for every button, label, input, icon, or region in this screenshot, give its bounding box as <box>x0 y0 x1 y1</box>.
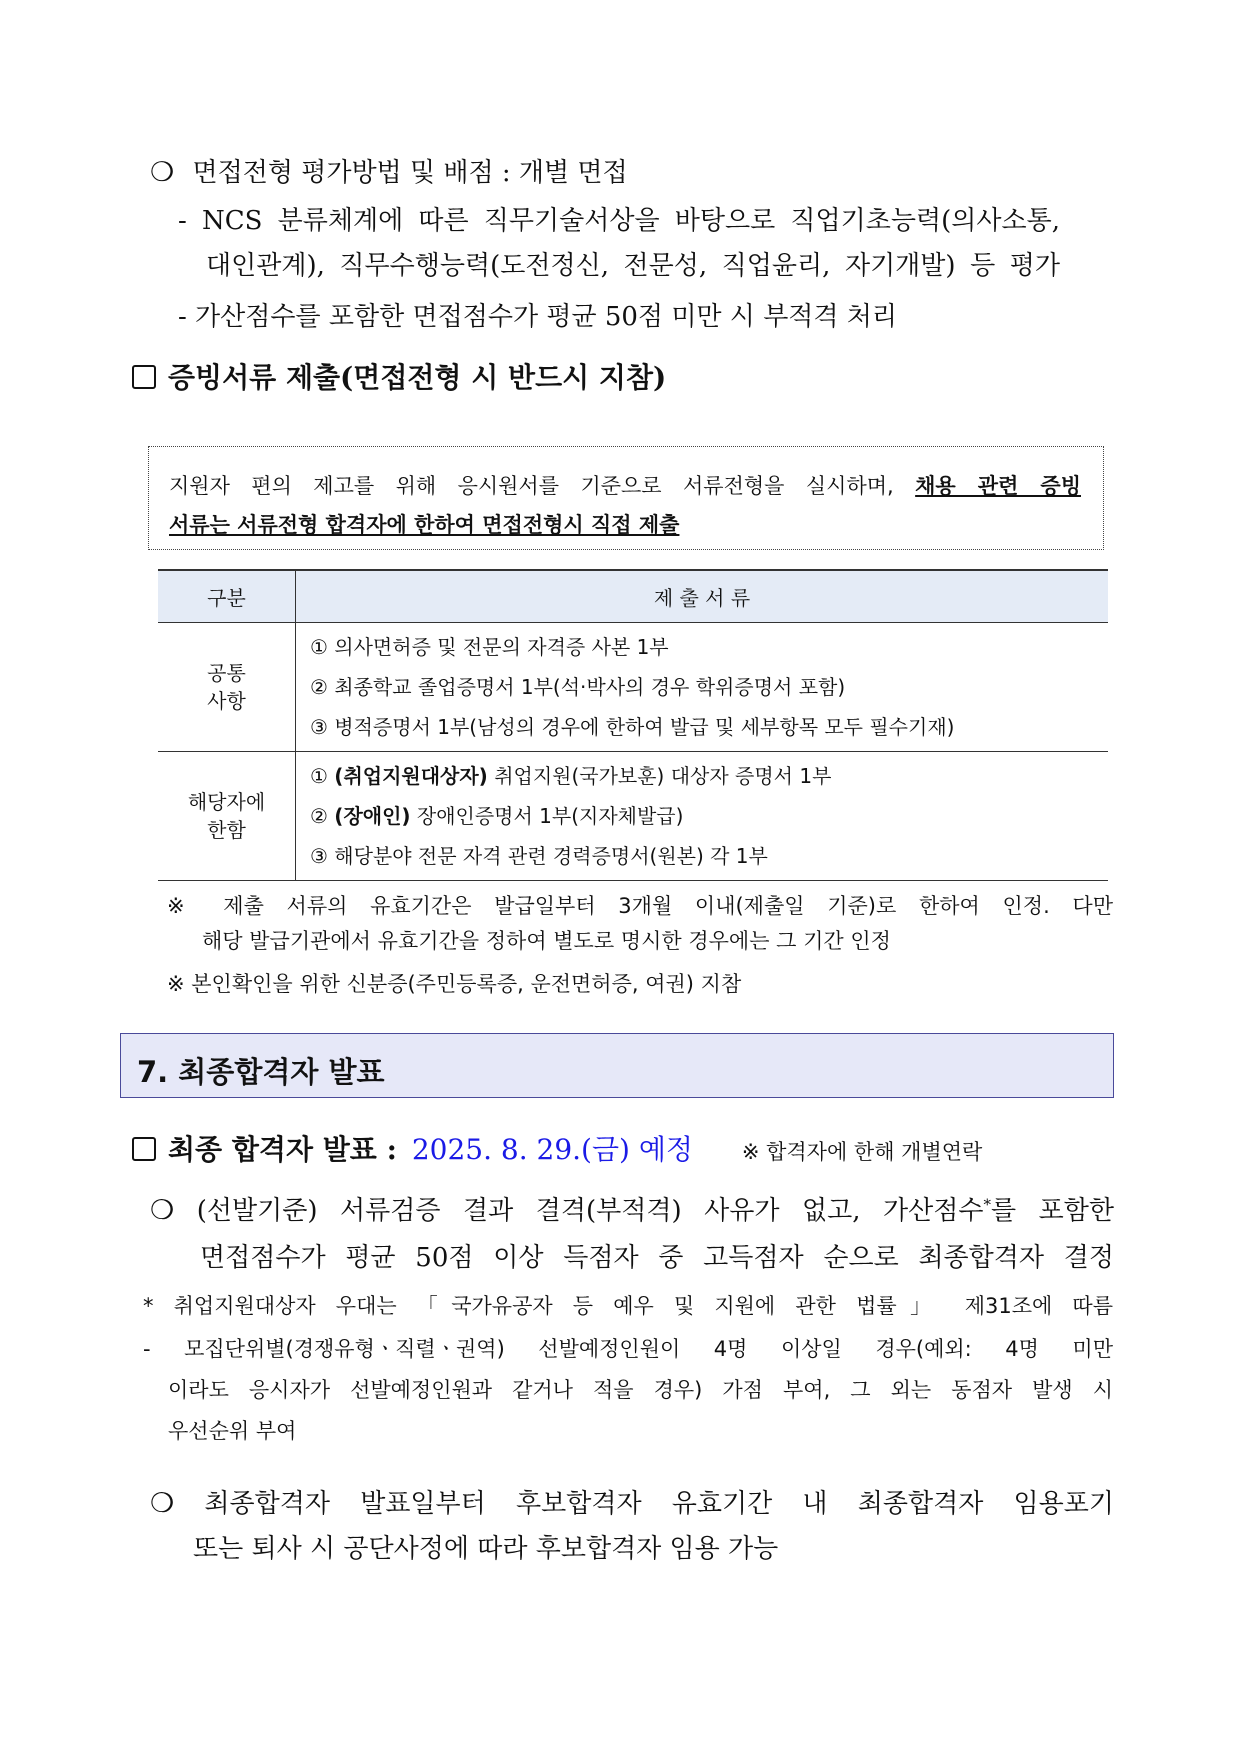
circle-bullet-icon: ❍ <box>150 1488 175 1519</box>
documents-note-1-cont: 해당 발급기관에서 유효기간을 정하여 별도로 명시한 경우에는 그 기간 인정 <box>202 929 891 953</box>
table-row-documents <box>296 751 1109 880</box>
square-bullet-icon <box>132 1137 156 1161</box>
interview-method-item-1-cont: 대인관계), 직무수행능력(도전정신, 전문성, 직업윤리, 자기개발) 등 평가 <box>206 251 1060 281</box>
table-row-documents <box>296 622 1109 751</box>
interview-method-item-1: - NCS 분류체계에 따른 직무기술서상을 바탕으로 직업기초능력(의사소통, <box>178 206 1060 236</box>
table-header-documents: 제 출 서 류 <box>296 570 1109 622</box>
table-header-row <box>158 570 1108 622</box>
square-bullet-icon <box>132 365 156 389</box>
documents-table <box>158 569 1108 881</box>
circle-bullet-icon: ❍ <box>150 157 175 188</box>
reserve-candidates-cont: 또는 퇴사 시 공단사정에 따라 후보합격자 임용 가능 <box>193 1534 779 1564</box>
document-item: ③ 병적증명서 1부(남성의 경우에 한하여 발급 및 세부항목 모두 필수기재) <box>310 714 955 739</box>
documents-notice-line-1: 지원자 편의 제고를 위해 응시원서를 기준으로 서류전형을 실시하며, 채용 관련 증빙 <box>169 474 1081 498</box>
section-7-title: 7. 최종합격자 발표 <box>137 1055 385 1089</box>
announcement-date: 2025. 8. 29.(금) 예정 <box>411 1133 693 1166</box>
document-item: ① 의사면허증 및 전문의 자격증 사본 1부 <box>310 634 669 659</box>
documents-heading: 증빙서류 제출(면접전형 시 반드시 지참) <box>132 356 1240 396</box>
section-7-header <box>120 1033 1114 1098</box>
circle-bullet-icon: ❍ <box>150 1195 175 1226</box>
documents-note-1: ※ 제출 서류의 유효기간은 발급일부터 3개월 이내(제출일 기준)로 한하여 인정. 다만 <box>167 894 1113 918</box>
interview-method-title: ❍ 면접전형 평가방법 및 배점 : 개별 면접 <box>150 157 628 188</box>
tie-rule: - 모집단위별(경쟁유형ㆍ직렬ㆍ권역) 선발예정인원이 4명 이상일 경우(예외: 4명 미만 <box>143 1337 1113 1361</box>
documents-notice-box <box>148 446 1104 550</box>
interview-method-item-2: - 가산점수를 포함한 면접점수가 평균 50점 미만 시 부적격 처리 <box>178 302 898 332</box>
tie-rule-cont-1: 이라도 응시자가 선발예정인원과 같거나 적을 경우) 가점 부여, 그 외는 동점자 발생 시 <box>168 1378 1113 1402</box>
tie-rule-cont-2: 우선순위 부여 <box>168 1419 297 1443</box>
document-item: ① (취업지원대상자) 취업지원(국가보훈) 대상자 증명서 1부 <box>310 763 832 788</box>
table-row-category: 공통 사항 <box>158 622 296 751</box>
selection-criteria-cont: 면접점수가 평균 50점 이상 득점자 중 고득점자 순으로 최종합격자 결정 <box>200 1243 1114 1273</box>
document-item: ② (장애인) 장애인증명서 1부(지자체발급) <box>310 803 684 828</box>
table-row <box>158 622 1108 751</box>
documents-note-2: ※ 본인확인을 위한 신분증(주민등록증, 운전면허증, 여권) 지참 <box>167 972 742 996</box>
selection-criteria: ❍ (선발기준) 서류검증 결과 결격(부적격) 사유가 없고, 가산점수*를 포함한 <box>150 1195 1115 1226</box>
document-item: ③ 해당분야 전문 자격 관련 경력증명서(원본) 각 1부 <box>310 843 768 868</box>
table-row-category: 해당자에 한함 <box>158 751 296 880</box>
reserve-candidates: ❍ 최종합격자 발표일부터 후보합격자 유효기간 내 최종합격자 임용포기 <box>150 1488 1114 1519</box>
final-announcement: 최종 합격자 발표 : 2025. 8. 29.(금) 예정 ※ 합격자에 한해 개별연락 <box>132 1128 1240 1168</box>
table-header-category: 구분 <box>158 570 296 622</box>
footnote-veterans: * 취업지원대상자 우대는 「국가유공자 등 예우 및 지원에 관한 법률」 제31조에 따름 <box>143 1294 1113 1318</box>
documents-notice-line-2: 서류는 서류전형 합격자에 한하여 면접전형시 직접 제출 <box>169 513 680 537</box>
announcement-note: ※ 합격자에 한해 개별연락 <box>741 1140 983 1164</box>
table-row <box>158 751 1108 880</box>
document-item: ② 최종학교 졸업증명서 1부(석·박사의 경우 학위증명서 포함) <box>310 674 846 699</box>
